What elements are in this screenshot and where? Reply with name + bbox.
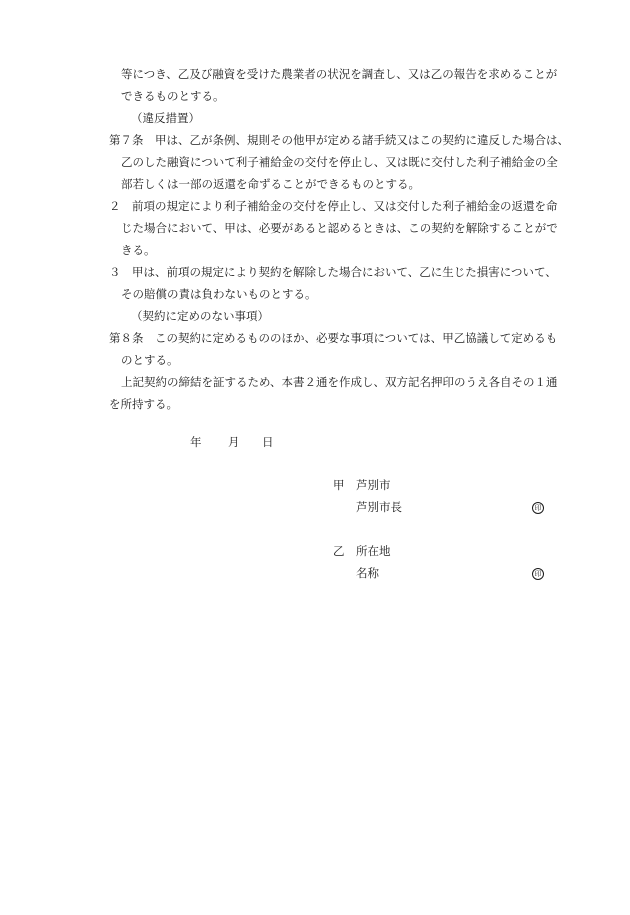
article7-line-2: 乙のした融資について利子補給金の交付を停止し、又は既に交付した利子補給金の全 [121,155,558,169]
party-b-mark: 乙 [333,544,345,558]
party-a-org: 芦別市 [356,478,391,492]
article6-line-2: できるものとする。 [121,89,225,103]
article6-line-1: 等につき、乙及び融資を受けた農業者の状況を調査し、又は乙の報告を求めることが [121,67,558,81]
party-b-seal-mark: 印 [532,568,544,580]
article8-line-2: のとする。 [121,353,179,367]
closing-line-1: 上記契約の締結を証するため、本書２通を作成し、双方記名押印のうえ各自その１通 [121,375,558,389]
party-b-name-label: 名称 [356,566,379,580]
party-a-seal-mark: 印 [532,502,544,514]
heading-undefined: （契約に定めのない事項） [131,309,269,323]
article7-line-1: 第７条 甲は、乙が条例、規則その他甲が定める諸手続又はこの契約に違反した場合は、 [109,133,569,147]
article7-3-line-2: その賠償の責は負わないものとする。 [121,287,317,301]
article7-2-line-2: じた場合において、甲は、必要があると認めるときは、この契約を解除することがで [121,221,558,235]
heading-violation: （違反措置） [131,111,200,125]
article7-line-3: 部若しくは一部の返還を命ずることができるものとする。 [121,177,420,191]
party-a-mark: 甲 [333,478,345,492]
closing-line-2: を所持する。 [109,397,178,411]
date-month: 月 [228,435,240,449]
party-b-address-label: 所在地 [356,544,391,558]
party-a-rep: 芦別市長 [356,500,402,514]
article8-line-1: 第８条 この契約に定めるもののほか、必要な事項については、甲乙協議して定めるも [109,331,558,345]
date-day: 日 [262,435,274,449]
article7-2-line-3: きる。 [121,243,156,257]
article7-3-line-1: ３ 甲は、前項の規定により契約を解除した場合において、乙に生じた損害について、 [109,265,557,279]
date-year: 年 [190,435,202,449]
article7-2-line-1: ２ 前項の規定により利子補給金の交付を停止し、又は交付した利子補給金の返還を命 [109,199,558,213]
